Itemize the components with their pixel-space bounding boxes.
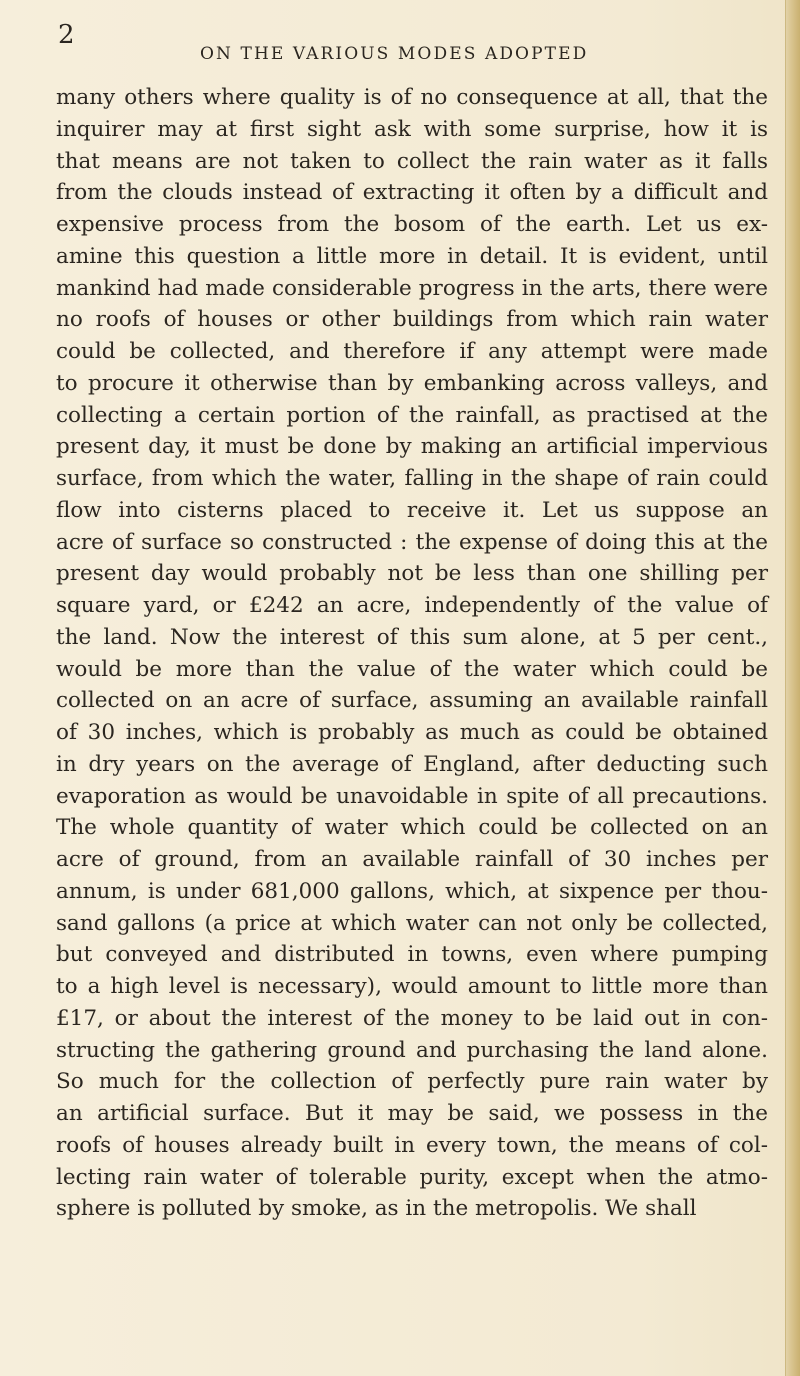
text-line: square yard, or £242 an acre, independently of the value of bbox=[56, 593, 768, 618]
text-line: from the clouds instead of extracting it often by a difficult and bbox=[56, 180, 768, 206]
text-line: collecting a certain portion of the rainfall, as practised at the bbox=[56, 402, 768, 428]
text-line: roofs of houses already built in every town, the means of col- bbox=[56, 1132, 768, 1158]
text-line: evaporation as would be unavoidable in spite of all precautions. bbox=[56, 783, 768, 809]
text-line: sand gallons (a price at which water can not only be collected, bbox=[56, 910, 768, 936]
page-number: 2 bbox=[58, 20, 75, 50]
text-line: but conveyed and distributed in towns, even where pumping bbox=[56, 942, 768, 968]
text-line: sphere is polluted by smoke, as in the metropolis. We shall bbox=[56, 1196, 697, 1222]
text-line: present day, it must be done by making an artificial impervious bbox=[56, 434, 768, 460]
text-line: no roofs of houses or other buildings from which rain water bbox=[56, 307, 768, 333]
text-line: mankind had made considerable progress in the arts, there were bbox=[56, 275, 768, 301]
text-line: lecting rain water of tolerable purity, except when the atmo- bbox=[56, 1164, 768, 1190]
text-line: annum, is under 681,000 gallons, which, at sixpence per thou- bbox=[56, 878, 768, 904]
text-line: of 30 inches, which is probably as much as could be obtained bbox=[56, 720, 768, 745]
text-line: to procure it otherwise than by embanking across valleys, and bbox=[56, 370, 768, 396]
book-page-edge bbox=[785, 0, 800, 1376]
text-line: to a high level is necessary), would amount to little more than bbox=[56, 974, 768, 999]
text-line: collected on an acre of surface, assuming an available rainfall bbox=[56, 688, 768, 714]
text-line: So much for the collection of perfectly pure rain water by bbox=[56, 1069, 768, 1095]
text-line: inquirer may at first sight ask with some surprise, how it is bbox=[56, 116, 768, 142]
body-paragraph bbox=[56, 82, 768, 1225]
text-line: expensive process from the bosom of the earth. Let us ex- bbox=[56, 212, 768, 237]
text-line: structing the gathering ground and purchasing the land alone. bbox=[56, 1037, 768, 1063]
text-line: acre of ground, from an available rainfall of 30 inches per bbox=[56, 847, 768, 872]
text-line: surface, from which the water, falling in the shape of rain could bbox=[56, 466, 768, 491]
text-line: the land. Now the interest of this sum alone, at 5 per cent., bbox=[56, 624, 768, 650]
text-line: flow into cisterns placed to receive it. Let us suppose an bbox=[56, 497, 768, 523]
text-line: £17, or about the interest of the money to be laid out in con- bbox=[56, 1005, 768, 1031]
text-line: acre of surface so constructed : the expense of doing this at the bbox=[56, 529, 768, 555]
text-line: present day would probably not be less than one shilling per bbox=[56, 561, 768, 587]
text-line: would be more than the value of the water which could be bbox=[56, 656, 768, 682]
text-line: that means are not taken to collect the rain water as it falls bbox=[56, 148, 768, 174]
text-line: many others where quality is of no consequence at all, that the bbox=[56, 85, 768, 110]
text-line: The whole quantity of water which could be collected on an bbox=[56, 815, 768, 841]
text-line: could be collected, and therefore if any attempt were made bbox=[56, 339, 768, 364]
running-head: ON THE VARIOUS MODES ADOPTED bbox=[200, 44, 589, 64]
text-line: amine this question a little more in detail. It is evident, until bbox=[56, 243, 768, 269]
text-line: in dry years on the average of England, after deducting such bbox=[56, 751, 768, 777]
text-line: an artificial surface. But it may be said, we possess in the bbox=[56, 1101, 768, 1126]
